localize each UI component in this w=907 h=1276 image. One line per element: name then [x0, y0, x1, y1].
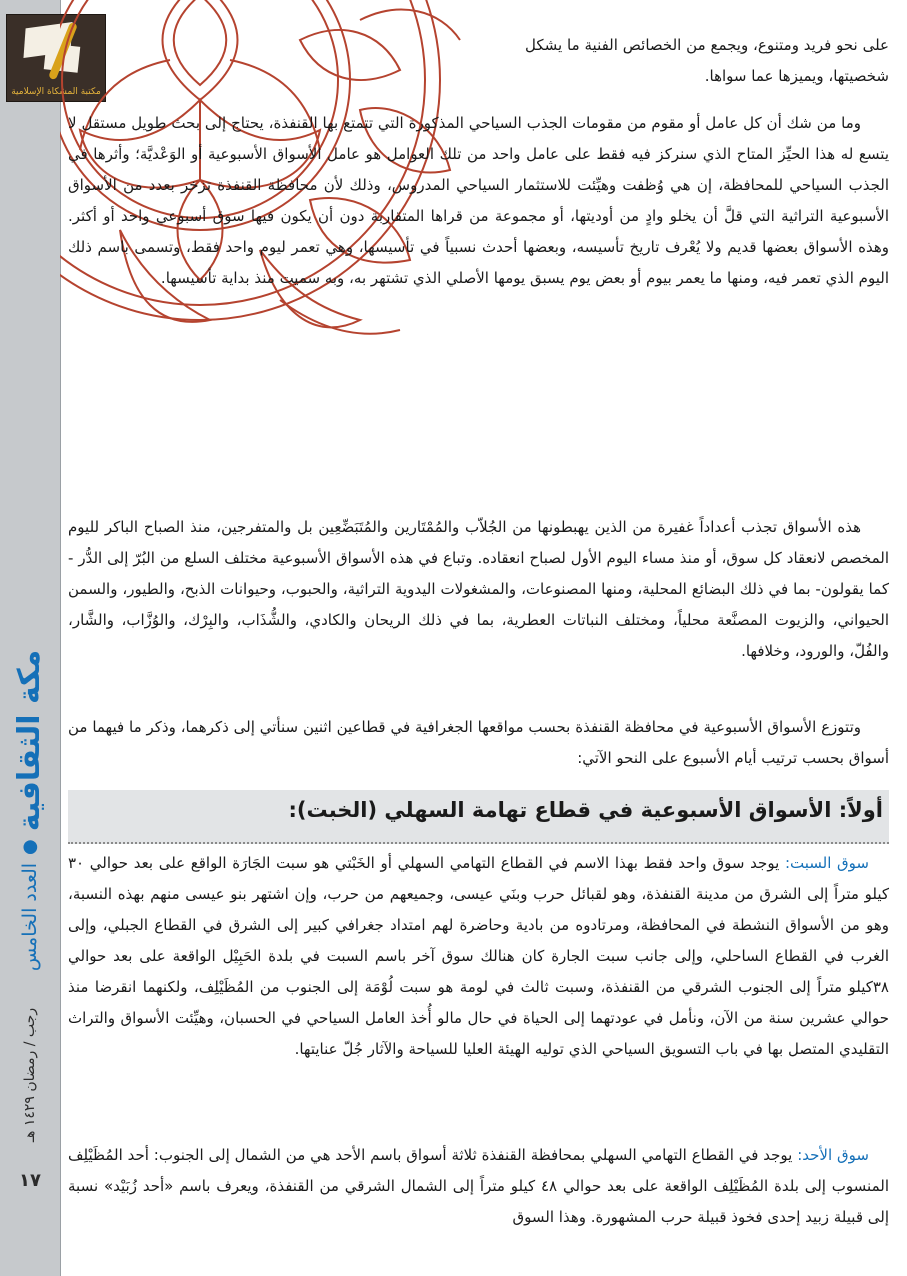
sunday-market-label: سوق الأحد:: [797, 1146, 869, 1164]
magazine-name: مكة الثقافية: [12, 649, 48, 831]
ornament-vine: [280, 300, 400, 334]
section-heading-text: أولاً: الأسواق الأسبوعية في قطاع تهامة السهلي (الخبت):: [288, 798, 883, 822]
article-paragraph: على نحو فريد ومتنوع، ويجمع من الخصائص الفنية ما يشكل شخصيتها، ويميزها عما سواها.: [525, 36, 889, 85]
sunday-market-paragraph: [68, 1140, 889, 1233]
article-paragraph: [68, 108, 889, 294]
ornament-petal: [174, 0, 227, 85]
issue-label: العدد الخامس: [19, 862, 42, 971]
issue-date: [12, 995, 48, 1155]
sunday-market-text: يوجد في القطاع التهامي السهلي بمحافظة القنفذة ثلاثة أسواق باسم الأحد هي من الشمال إلى الجنوب: أحد المُظَيْلِف المنسوب إلى بلدة المُظَيْلِف الواقعة على بعد حوالي ٤٨ كيلو متراً إلى الشمال الشرقي من القنفذة، ويعرف باسم «أحد زُبَيْد» نسبة إلى قبيلة زبيد إحدى فخوذ قبيلة حرب المشهورة. وهذا السوق: [68, 1146, 889, 1226]
page-number: ١٧: [19, 1170, 41, 1191]
magazine-masthead: [8, 640, 52, 980]
saturday-market-label: سوق السبت:: [784, 854, 869, 872]
saturday-market-paragraph: [68, 848, 889, 1065]
article-paragraph: هذه الأسواق تجذب أعداداً غفيرة من الذين يهبطونها من الجُلاّب والمُمْتَارين والمُتَبَضِّعِين بل والمتفرجين، منذ الصباح الباكر لليوم المخصص لانعقاد كل سوق، أو منذ مساء اليوم الأول لصباح انعقاده. وتباع في هذه الأسواق الأسبوعية مختلف السلع من البُرّ إلى الدُّر - كما يقولون- بما في ذلك البضائع المحلية، ومنها المصنوعات، والمشغولات اليدوية التراثية، والحبوب، وحيوانات الذبح، والطيور، والسمن الحيواني، والزيوت المصنَّعة محلياً، ومختلف النباتات العطرية، بما في ذلك الريحان والكادي، والشُّذَاب، والبِرْك، والوُزَّاب، والشَّار، والفُلّ، والورود، وخلافها.: [68, 518, 889, 660]
bullet-icon: ●: [19, 838, 41, 855]
issue-date-text: رجب / رمضان ١٤٢٩ هـ: [22, 1007, 39, 1143]
saturday-market-text: يوجد سوق واحد فقط بهذا الاسم في القطاع التهامي السهلي أو الخَبْتي هو سبت الجَارَة الواقع على بعد حوالي ٣٠ كيلو متراً إلى الشرق من مدينة القنفذة، وهو لقبائل حرب وبنَي عيسى، وجميعهم من حرب، وإن اشتهر بنو عيسى منهم بهذه النسبة، وهو من الأسواق النشطة في المحافظة، ومرتادوه من بادية وحاضرة لهم امتداد جغرافي كبير إلى الشرق في القطاع الجبلي، وإلى الغرب في القطاع الساحلي، وإلى جانب سبت الجارة كان هنالك سوق آخر باسم السبت في بلدة الحَبِيْل الواقعة على بعد حوالي ٣٨كيلو متراً إلى الجنوب الشرقي من القنفذة، وسبت ثالث في لومة هو سبت لُوْمَة إلى الجنوب من المُظَيْلِف، ولكنهما انقرضا منذ حوالي عشرين سنة من الآن، ونأمل في عودتهما إلى الحياة في حال مالو أُخذ العامل السياحي في الحسبان، وهيِّئت الأسواق والتراث التقليدي المتصل بها في باب التسويق السياحي الذي توليه الهيئة العليا للسياحة والآثار جُلّ عنايتها.: [68, 854, 889, 1058]
section-heading: [68, 790, 889, 844]
ornament-vine: [360, 10, 460, 40]
logo-text: مكتبة المشكاة الإسلامية: [11, 87, 101, 97]
paragraph-text: وما من شك أن كل عامل أو مقوم من مقومات الجذب السياحي المذكورة التي تتمتع بها القنفذة، يحتاج إلى بحث طويل مستقل لا يتسع له هذا الحيِّز المتاح الذي سنركز فيه فقط على عامل واحد من تلك العوامل هو عامل الأسواق الأسبوعية أو الوَعْديَّة؛ وأثرها في الجذب السياحي للمحافظة، إن هي وُظفت وهيِّئت للاستثمار السياحي المدروس، وذلك لأن محافظة القنفذة تزخر بعدد من الأسواق الأسبوعية التراثية التي قلَّ أن يخلو وادٍ من أوديتها، أو مجموعة من قراها المتقاربة دون أن يكون فيها سوق أسبوعي واحد أو أكثر. وهذه الأسواق بعضها قديم ولا يُعْرف تاريخ تأسيسه، وبعضها أحدث نسبياً في تأسيسها، وهي تعمر ليوم واحد فقط، وتسمى باسم ذلك اليوم الذي تعمر فيه، ومنها ما يعمر بيوم أو بعض يوم يسبق يومها الأصلي الذي تشتهر به، وبه سميت منذ بداية تأسيسها.: [68, 114, 889, 287]
article-paragraph: وتتوزع الأسواق الأسبوعية في محافظة القنفذة بحسب مواقعها الجغرافية في قطاعين اثنين سنأتي إلى ذكرهما، وذكر ما فيهما من أسواق بحسب ترتيب أيام الأسبوع على النحو الآتي:: [68, 718, 889, 767]
